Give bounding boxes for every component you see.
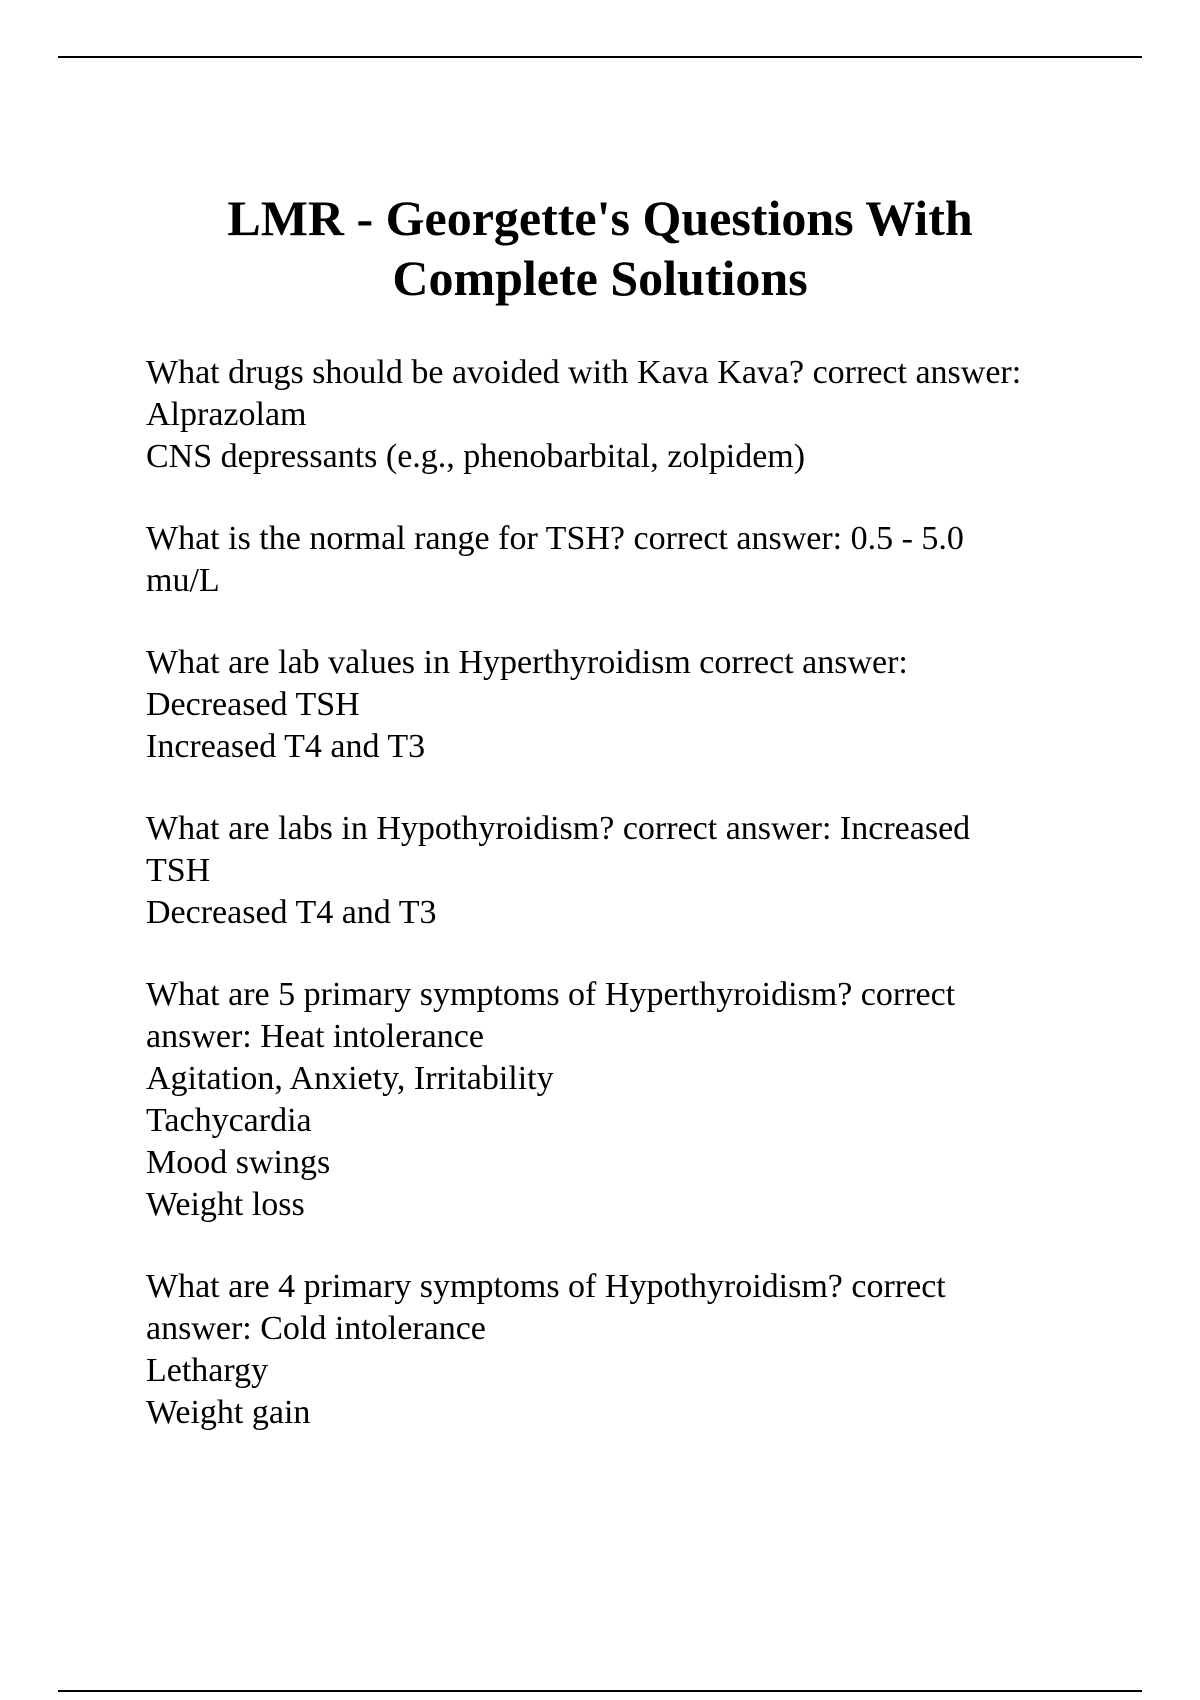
- qa-line: Alprazolam: [146, 396, 307, 433]
- qa-block-hypothyroid-labs: [146, 808, 1090, 934]
- qa-line: What are 5 primary symptoms of Hyperthyroidism? correct: [146, 976, 956, 1013]
- qa-line: Weight loss: [146, 1186, 305, 1223]
- qa-line: CNS depressants (e.g., phenobarbital, zolpidem): [146, 438, 806, 475]
- qa-line: What are 4 primary symptoms of Hypothyroidism? correct: [146, 1268, 946, 1305]
- page-title-line-1: LMR - Georgette's Questions With: [227, 190, 973, 246]
- footer-rule: [58, 1690, 1142, 1692]
- qa-line: Lethargy: [146, 1352, 269, 1389]
- qa-block-tsh-range: [146, 518, 1090, 602]
- qa-line: What is the normal range for TSH? correct answer: 0.5 - 5.0: [146, 520, 964, 557]
- qa-line: TSH: [146, 852, 211, 889]
- qa-line: What are lab values in Hyperthyroidism correct answer:: [146, 644, 908, 681]
- page-title: [100, 188, 1100, 308]
- qa-block-hyperthyroid-symptoms: [146, 974, 1090, 1226]
- qa-line: What are labs in Hypothyroidism? correct answer: Increased: [146, 810, 971, 847]
- qa-line: answer: Heat intolerance: [146, 1018, 484, 1055]
- page-title-line-2: Complete Solutions: [392, 250, 808, 306]
- qa-line: Decreased TSH: [146, 686, 360, 723]
- qa-line: Mood swings: [146, 1144, 331, 1181]
- qa-line: mu/L: [146, 562, 220, 599]
- qa-line: Increased T4 and T3: [146, 728, 426, 765]
- qa-line: Tachycardia: [146, 1102, 312, 1139]
- qa-line: Weight gain: [146, 1394, 311, 1431]
- qa-line: What drugs should be avoided with Kava Kava? correct answer:: [146, 354, 1022, 391]
- qa-line: Agitation, Anxiety, Irritability: [146, 1060, 554, 1097]
- qa-block-kava: [146, 352, 1090, 478]
- qa-block-hypothyroid-symptoms: [146, 1266, 1090, 1434]
- qa-block-hyperthyroid-labs: [146, 642, 1090, 768]
- qa-list: [146, 352, 1090, 1474]
- qa-line: Decreased T4 and T3: [146, 894, 437, 931]
- header-rule: [58, 56, 1142, 58]
- qa-line: answer: Cold intolerance: [146, 1310, 486, 1347]
